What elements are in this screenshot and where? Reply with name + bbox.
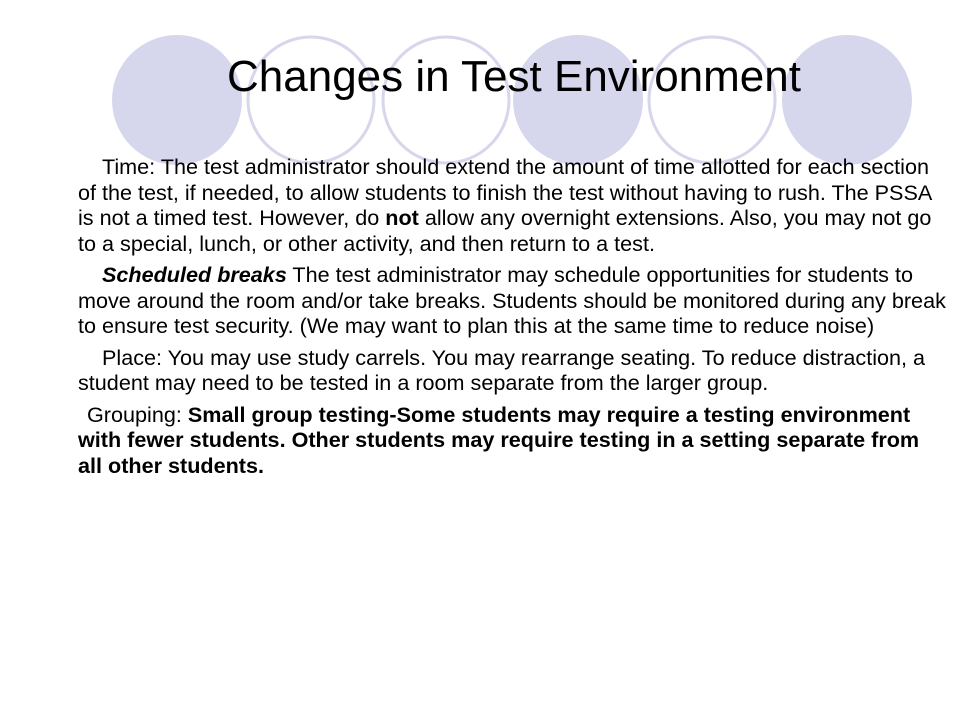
paragraph-place (48, 345, 948, 396)
paragraph-grouping (48, 402, 948, 479)
paragraph-time-text: Time: The test administrator should extend the amount of time allotted for each section of the test, if needed, to allow students to finish the test without having to rush. The PSSA is not a timed test. However, do (78, 154, 932, 230)
paragraph-breaks-heading: Scheduled breaks (102, 262, 287, 287)
paragraph-breaks-text: The test administrator may schedule opportunities for students to move around the room and/or take breaks. Students should be monitored during any break to ensure test security. (We may want to plan this at the same time to reduce noise) (78, 262, 946, 338)
paragraph-place-text: Place: You may use study carrels. You may rearrange seating. To reduce distraction, a student may need to be tested in a room separate from the larger group. (78, 344, 926, 395)
paragraph-time (48, 154, 948, 256)
slide-title: Changes in Test Environment (227, 52, 801, 101)
slide-body (48, 154, 948, 484)
paragraph-time-emphasis: not (385, 205, 419, 230)
paragraph-time-tail: allow any overnight extensions. Also, you may not go to a special, lunch, or other activity, and then return to a test. (78, 205, 932, 256)
paragraph-grouping-label: Grouping: (87, 401, 188, 427)
paragraph-grouping-emphasis: Small group testing-Some students may require a testing environment with fewer students. Other students may require testing in a setting separate from all other students. (78, 401, 920, 478)
paragraph-breaks (48, 262, 948, 339)
